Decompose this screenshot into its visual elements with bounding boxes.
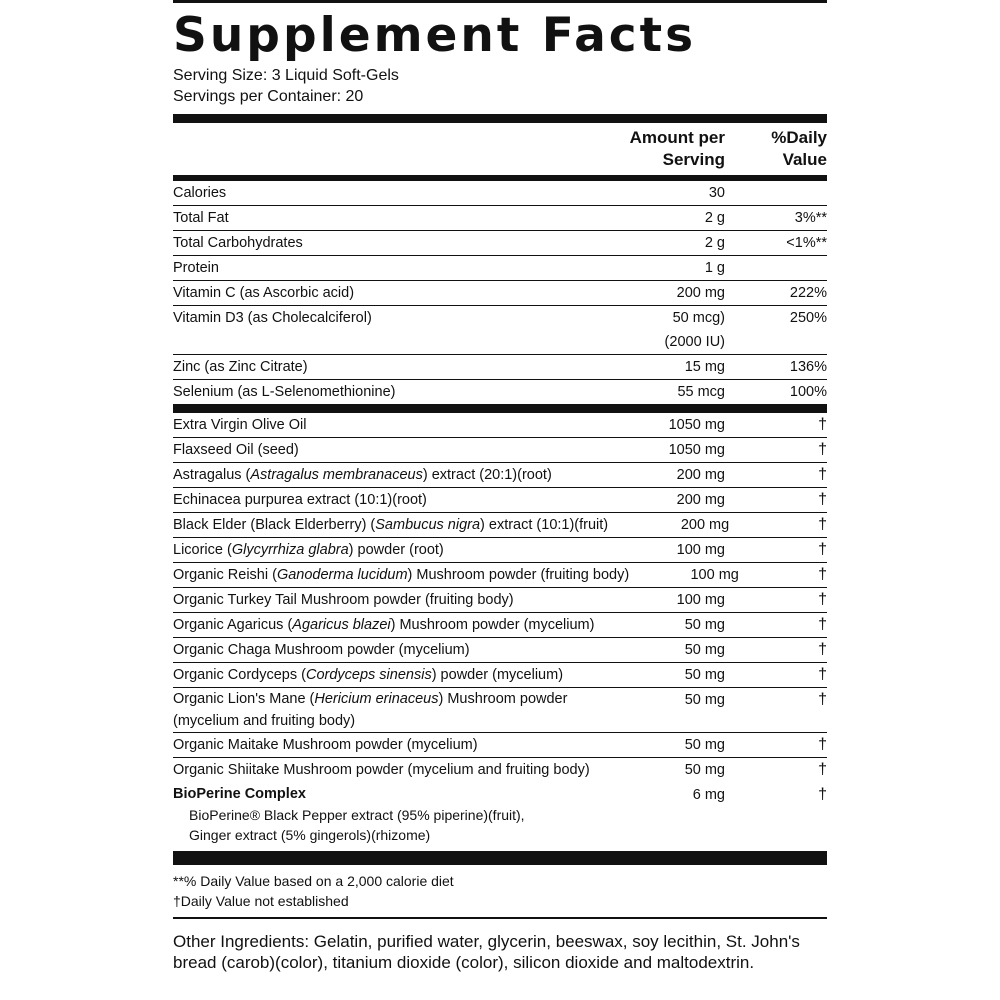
nutrient-name: Total Fat [173,210,229,226]
ingredient-amount: 50 mg [684,692,725,708]
ingredient-daily-value: † [818,666,827,683]
nutrient-amount: 30 [708,185,725,201]
ingredient-row [173,413,827,438]
ingredient-name: Organic Maitake Mushroom powder (mycelium) [173,737,478,753]
bioperine-name: BioPerine Complex [173,786,306,802]
ingredient-daily-value: † [818,466,827,483]
bioperine-sub-2: Ginger extract (5% gingerols)(rhizome) [189,827,431,843]
ingredient-daily-value: † [818,416,827,433]
nutrient-amount: 200 mg [676,285,725,301]
ingredient-name: Organic Chaga Mushroom powder (mycelium) [173,642,470,658]
nutrient-daily-value: <1%** [786,235,827,251]
ingredient-amount: 200 mg [676,492,725,508]
ingredient-amount: 100 mg [690,567,739,583]
panel-title: Supplement Facts [173,8,697,63]
ingredient-row [173,513,827,538]
nutrient-daily-value: 3%** [794,210,827,226]
nutrient-amount: 15 mg [684,359,725,375]
ingredient-daily-value: † [818,541,827,558]
nutrient-daily-value: 100% [789,384,827,400]
ingredient-amount: 1050 mg [668,442,725,458]
servings-per-container: Servings per Container: 20 [173,88,364,105]
footnote-bar [173,851,827,865]
ingredient-name: Flaxseed Oil (seed) [173,442,299,458]
footnotes [173,865,827,917]
other-ingredients: Other Ingredients: Gelatin, purified water, glycerin, beeswax, soy lecithin, St. John's bread (carob)(color), titanium dioxide (color), silicon dioxide and maltodextrin. [173,932,800,972]
ingredient-daily-value: † [818,736,827,753]
amount-header: Amount per Serving [629,128,725,169]
ingredient-amount: 50 mg [684,737,725,753]
nutrient-amount: 55 mcg [677,384,725,400]
ingredient-daily-value: † [818,491,827,508]
ingredient-daily-value: † [818,761,827,778]
ingredient-daily-value: † [818,516,827,533]
nutrient-amount: 2 g [704,210,725,226]
nutrient-name: Vitamin D3 (as Cholecalciferol) [173,310,372,326]
ingredient-row [173,563,827,588]
nutrient-name: Vitamin C (as Ascorbic acid) [173,285,355,301]
nutrient-row [173,380,827,404]
bioperine-dv: † [818,786,827,803]
nutrient-name: Calories [173,185,227,201]
ingredient-name: Licorice (Glycyrrhiza glabra) powder (root) [173,542,444,558]
bioperine-amount: 6 mg [692,787,725,803]
ingredient-name: Organic Shiitake Mushroom powder (mycelium and fruiting body) [173,762,590,778]
nutrient-row [173,306,827,355]
nutrient-row [173,231,827,256]
ingredient-name: Black Elder (Black Elderberry) (Sambucus nigra) extract (10:1)(fruit) [173,517,609,533]
daily-value-footnote: **% Daily Value based on a 2,000 calorie diet [173,873,454,889]
nutrient-name: Selenium (as L-Selenomethionine) [173,384,396,400]
supplement-facts-panel [173,0,827,1000]
daily-value-header: %Daily Value [771,128,827,169]
ingredient-amount: 50 mg [684,667,725,683]
bioperine-sub-1: BioPerine® Black Pepper extract (95% piperine)(fruit), [189,807,525,823]
nutrient-amount: 50 mcg) (2000 IU) [664,310,725,350]
bioperine-row [173,782,827,845]
ingredient-row [173,438,827,463]
nutrient-name: Total Carbohydrates [173,235,303,251]
ingredient-amount: 100 mg [676,592,725,608]
ingredient-amount: 50 mg [684,762,725,778]
ingredient-daily-value: † [818,591,827,608]
ingredient-daily-value: † [818,641,827,658]
ingredient-name: Organic Turkey Tail Mushroom powder (fruiting body) [173,592,514,608]
nutrient-row [173,355,827,380]
dagger-footnote: †Daily Value not established [173,893,349,909]
ingredient-name: Organic Agaricus (Agaricus blazei) Mushroom powder (mycelium) [173,617,595,633]
nutrient-daily-value: 222% [789,285,827,301]
nutrient-name: Zinc (as Zinc Citrate) [173,359,308,375]
nutrient-row [173,281,827,306]
ingredient-row [173,758,827,782]
nutrient-daily-value [725,181,827,205]
ingredient-daily-value: † [818,616,827,633]
ingredient-row [173,613,827,638]
nutrient-amount: 1 g [704,260,725,276]
ingredient-amount: 100 mg [676,542,725,558]
ingredients-divider-bar [173,404,827,413]
ingredient-row [173,538,827,563]
ingredient-name: Astragalus (Astragalus membranaceus) extract (20:1)(root) [173,467,552,483]
ingredient-amount: 50 mg [684,617,725,633]
nutrient-amount: 2 g [704,235,725,251]
ingredient-name: Echinacea purpurea extract (10:1)(root) [173,492,427,508]
cut-off-text [173,976,827,988]
ingredient-daily-value: † [818,441,827,458]
ingredient-row [173,463,827,488]
nutrient-row [173,256,827,281]
nutrient-daily-value [725,256,827,280]
ingredient-name: Extra Virgin Olive Oil [173,417,307,433]
ingredient-daily-value: † [818,566,827,583]
top-rule [173,0,827,3]
ingredient-name: Organic Reishi (Ganoderma lucidum) Mushroom powder (fruiting body) [173,567,630,583]
nutrient-row [173,206,827,231]
ingredient-name: Organic Cordyceps (Cordyceps sinensis) powder (mycelium) [173,667,564,683]
ingredient-table [173,413,827,782]
ingredient-row [173,638,827,663]
ingredient-amount: 200 mg [676,467,725,483]
ingredient-amount: 50 mg [684,642,725,658]
ingredient-amount: 200 mg [680,517,730,533]
ingredient-row [173,488,827,513]
header-bar [173,114,827,123]
ingredient-daily-value: † [818,691,827,708]
nutrient-name: Protein [173,260,219,276]
serving-size: Serving Size: 3 Liquid Soft-Gels [173,67,399,84]
ingredient-amount: 1050 mg [668,417,725,433]
nutrient-row [173,181,827,206]
ingredient-row [173,688,827,733]
ingredient-name: Organic Lion's Mane (Hericium erinaceus) Mushroom powder (mycelium and fruiting body) [173,691,568,729]
column-headers [173,123,827,175]
nutrient-table [173,181,827,404]
ingredient-row [173,733,827,758]
nutrient-daily-value: 250% [789,310,827,326]
nutrient-daily-value: 136% [789,359,827,375]
ingredient-row [173,663,827,688]
ingredient-row [173,588,827,613]
